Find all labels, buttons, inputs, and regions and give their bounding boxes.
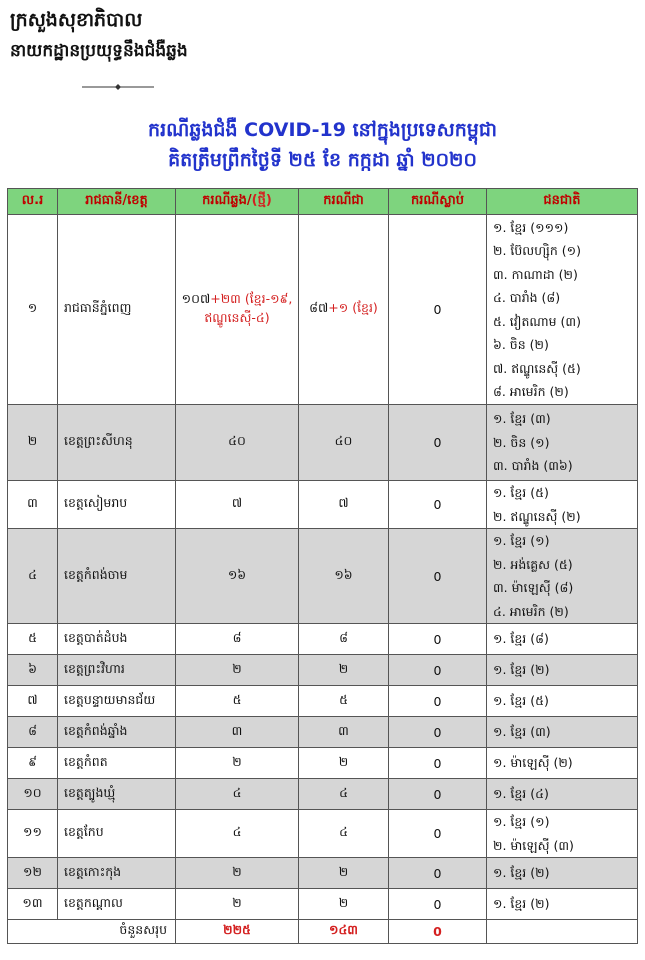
recovered-total: ៤: [339, 824, 348, 839]
row-number: ៦: [8, 655, 58, 686]
recovered-count: [299, 748, 389, 779]
nationality-item: ២. ចិន (១): [493, 434, 550, 450]
nationality-list: [487, 686, 638, 717]
nationality-item: ៣. កាណាដា (២): [493, 266, 578, 282]
table-row: [8, 529, 638, 624]
cases-total: ១៦: [227, 566, 247, 582]
nationality-list: [487, 215, 638, 405]
table-row: [8, 889, 638, 920]
recovered-count: [299, 215, 389, 405]
nationality-item: ១. ខ្មែរ (៤): [493, 786, 549, 802]
cases-total: ៥: [232, 691, 242, 707]
total-row: [8, 920, 638, 944]
nationality-item: ៥. វៀតណាម (៣): [493, 313, 581, 329]
nationality-item: ២. ប៊ែលហ្ស៊ិក (១): [493, 243, 581, 258]
divider-ornament-icon: [82, 83, 154, 91]
recovered-total: ៤: [339, 784, 348, 800]
nationality-item: ១. ខ្មែរ (៣): [493, 724, 551, 740]
cases-count: [176, 779, 299, 810]
table-row: [8, 810, 638, 858]
cases-total: ៨: [232, 629, 242, 645]
recovered-new: +១ (ខ្មែរ): [328, 300, 378, 315]
header-recovered: ករណីជា: [299, 189, 389, 215]
deaths-count: 0: [389, 889, 487, 920]
recovered-total: ១៦: [334, 566, 353, 582]
total-label: ចំនួនសរុប: [8, 920, 176, 944]
nationality-item: ១. ខ្មែរ (២): [493, 896, 550, 912]
deaths-count: 0: [389, 779, 487, 810]
row-number: ៧: [8, 686, 58, 717]
nationality-item: ២. ឥណ្ឌូនេស៊ី (២): [493, 508, 581, 524]
nationality-item: ១. ខ្មែរ (៥): [493, 485, 549, 500]
cases-total: ២: [232, 660, 242, 676]
cases-count: [176, 529, 299, 624]
province-name: ខេត្តកែប: [58, 810, 176, 858]
recovered-count: [299, 717, 389, 748]
row-number: ១០: [8, 779, 58, 810]
total-nationality-empty: [487, 920, 638, 944]
cases-total: ៤០: [228, 433, 246, 448]
deaths-count: 0: [389, 215, 487, 405]
nationality-item: ២. ម៉ាឡេស៊ី (៣): [493, 837, 574, 853]
nationality-list: [487, 779, 638, 810]
table-header-row: [8, 189, 638, 215]
header-cases: [176, 189, 299, 215]
province-name: ខេត្តកោះកុង: [58, 858, 176, 889]
cases-count: [176, 717, 299, 748]
row-number: ១: [8, 215, 58, 405]
cases-count: [176, 405, 299, 481]
cases-count: [176, 624, 299, 655]
header-deaths: ករណីស្លាប់: [389, 189, 487, 215]
nationality-item: ៦. ចិន (២): [493, 337, 549, 352]
cases-total: ៣: [231, 722, 243, 738]
nationality-list: [487, 748, 638, 779]
table-row: [8, 655, 638, 686]
nationality-list: [487, 405, 638, 481]
recovered-count: [299, 889, 389, 920]
province-name: ខេត្តព្រះវិហារ: [58, 655, 176, 686]
cases-count: [176, 889, 299, 920]
deaths-count: 0: [389, 529, 487, 624]
cases-count: [176, 481, 299, 529]
row-number: ២: [8, 405, 58, 481]
recovered-total: ៥: [339, 691, 348, 707]
province-name: ខេត្តកណ្ដាល: [58, 889, 176, 920]
cases-note: (ខ្មែរ-១៩, ឥណ្ឌូនេស៊ី-៤): [204, 290, 293, 325]
nationality-item: ១. ខ្មែរ (២): [493, 662, 550, 678]
nationality-list: [487, 529, 638, 624]
province-name: ខេត្តកំពត: [58, 748, 176, 779]
province-name: ខេត្តបាត់ដំបង: [58, 624, 176, 655]
recovered-total: ២: [338, 660, 349, 676]
header-no: ល.រ: [8, 189, 58, 215]
deaths-count: 0: [389, 655, 487, 686]
nationality-item: ៣. ម៉ាឡេស៊ី (៨): [493, 580, 574, 595]
recovered-total: ២: [338, 753, 349, 769]
province-name: ខេត្តព្រះសីហនុ: [58, 405, 176, 481]
recovered-count: [299, 686, 389, 717]
recovered-count: [299, 529, 389, 624]
deaths-count: 0: [389, 624, 487, 655]
header-nationality: ជនជាតិ: [487, 189, 638, 215]
nationality-item: ១. ខ្មែរ (៥): [493, 693, 549, 709]
table-row: [8, 481, 638, 529]
recovered-count: [299, 655, 389, 686]
deaths-count: 0: [389, 858, 487, 889]
nationality-list: [487, 624, 638, 655]
cases-count: [176, 215, 299, 405]
cases-total: ១០៧: [181, 290, 211, 306]
row-number: ៩: [8, 748, 58, 779]
recovered-total: ៧: [338, 495, 349, 510]
recovered-total: ៣: [338, 722, 349, 738]
recovered-count: [299, 779, 389, 810]
nationality-list: [487, 858, 638, 889]
nationality-item: ១. ខ្មែរ (១១១): [493, 219, 569, 235]
nationality-item: ១. ខ្មែរ (១): [493, 533, 550, 548]
row-number: ៨: [8, 717, 58, 748]
recovered-total: ២: [338, 863, 349, 879]
recovered-total: ៤០: [334, 433, 353, 448]
table-row: [8, 215, 638, 405]
cases-new: +២៣: [210, 290, 241, 306]
nationality-list: [487, 889, 638, 920]
cases-total: ២: [232, 894, 242, 910]
cases-count: [176, 655, 299, 686]
table-row: [8, 405, 638, 481]
department-name: នាយកដ្ឋានប្រយុទ្ធនឹងជំងឺឆ្លង: [10, 41, 188, 61]
province-name: ខេត្តកំពង់ឆ្នាំង: [58, 717, 176, 748]
cases-total: ២: [232, 863, 242, 879]
header-cases-label: ករណីឆ្លង/: [202, 193, 252, 208]
province-name: ខេត្តសៀមរាប: [58, 481, 176, 529]
nationality-item: ១. ខ្មែរ (២): [493, 865, 550, 881]
row-number: ៣: [8, 481, 58, 529]
row-number: ១២: [8, 858, 58, 889]
cases-total: ៧: [231, 495, 243, 510]
cases-total: ៤: [232, 784, 242, 800]
nationality-item: ១. ខ្មែរ (៣): [493, 411, 551, 427]
nationality-item: ៧. ឥណ្ឌូនេស៊ី (៥): [493, 360, 581, 376]
cases-count: [176, 686, 299, 717]
header-cases-new: (ថ្មី): [251, 193, 272, 208]
report-date: គិតត្រឹមព្រឹកថ្ងៃទី ២៥ ខែ កក្កដា ឆ្នាំ ២០២០: [168, 149, 477, 171]
nationality-item: ៣. បារាំង (៣៦): [493, 458, 573, 474]
total-recovered: ១៤៣: [299, 920, 389, 944]
nationality-item: ២. អង់គ្លេស (៥): [493, 556, 573, 572]
nationality-list: [487, 810, 638, 858]
deaths-count: 0: [389, 748, 487, 779]
cases-count: [176, 748, 299, 779]
recovered-count: [299, 624, 389, 655]
table-row: [8, 624, 638, 655]
province-name: ខេត្តត្បូងឃ្មុំ: [58, 779, 176, 810]
recovered-total: ២: [338, 894, 349, 910]
province-name: រាជធានីភ្នំពេញ: [58, 215, 176, 405]
table-row: [8, 858, 638, 889]
province-name: ខេត្តបន្ទាយមានជ័យ: [58, 686, 176, 717]
row-number: ៤: [8, 529, 58, 624]
table-row: [8, 686, 638, 717]
table-row: [8, 748, 638, 779]
nationality-item: ៤. បារាំង (៨): [493, 290, 561, 305]
cases-total: ២: [232, 753, 242, 769]
row-number: ១១: [8, 810, 58, 858]
recovered-total: ៨៧: [309, 300, 329, 315]
recovered-total: ៨: [339, 629, 348, 645]
total-deaths: 0: [389, 920, 487, 944]
province-name: ខេត្តកំពង់ចាម: [58, 529, 176, 624]
nationality-item: ៤. អាមេរិក (២): [493, 603, 569, 619]
recovered-count: [299, 481, 389, 529]
ministry-name: ក្រសួងសុខាភិបាល: [10, 9, 143, 31]
cases-count: [176, 810, 299, 858]
deaths-count: 0: [389, 810, 487, 858]
nationality-item: ១. ខ្មែរ (៨): [493, 631, 549, 647]
nationality-list: [487, 655, 638, 686]
total-cases: ២២៥: [176, 920, 299, 944]
recovered-count: [299, 858, 389, 889]
table-row: [8, 779, 638, 810]
cases-count: [176, 858, 299, 889]
cases-total: ៤: [232, 824, 242, 839]
deaths-count: 0: [389, 717, 487, 748]
nationality-list: [487, 481, 638, 529]
covid-cases-table: [7, 188, 638, 944]
nationality-list: [487, 717, 638, 748]
deaths-count: 0: [389, 686, 487, 717]
header-province: រាជធានី/ខេត្ត: [58, 189, 176, 215]
row-number: ៥: [8, 624, 58, 655]
nationality-item: ១. ខ្មែរ (១): [493, 814, 550, 829]
table-row: [8, 717, 638, 748]
deaths-count: 0: [389, 405, 487, 481]
nationality-item: ១. ម៉ាឡេស៊ី (២): [493, 755, 573, 771]
deaths-count: 0: [389, 481, 487, 529]
report-title: ករណីឆ្លងជំងឺ COVID-19 នៅក្នុងប្រទេសកម្ពុជា: [148, 119, 497, 141]
row-number: ១៣: [8, 889, 58, 920]
recovered-count: [299, 405, 389, 481]
recovered-count: [299, 810, 389, 858]
nationality-item: ៨. អាមេរិក (២): [493, 384, 569, 399]
